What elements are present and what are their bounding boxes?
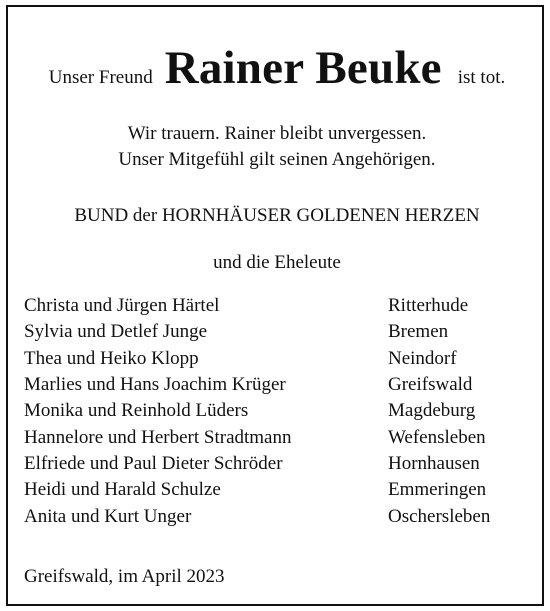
mourner-place: Magdeburg [388, 400, 476, 422]
mourner-row [24, 503, 529, 529]
connector-text: und die Eheleute [213, 252, 341, 273]
headline [8, 41, 546, 95]
headline-outro: ist tot. [457, 67, 506, 88]
mourners-list [24, 293, 529, 530]
mourner-name: Marlies und Hans Joachim Krüger [24, 374, 286, 396]
mourner-row [24, 346, 529, 372]
mourner-row [24, 477, 529, 503]
message-line-2: Unser Mitgefühl gilt seinen Angehörigen. [118, 149, 436, 170]
mourner-place: Greifswald [388, 374, 473, 396]
mourner-place: Bremen [388, 321, 449, 343]
mourner-place: Oschersleben [388, 505, 491, 527]
mourner-place: Wefensleben [388, 426, 486, 448]
mourner-row [24, 398, 529, 424]
mourner-name: Monika und Reinhold Lüders [24, 400, 249, 422]
message-line-1: Wir trauern. Rainer bleibt unvergessen. [127, 123, 427, 144]
mourner-name: Hannelore und Herbert Stradtmann [24, 426, 292, 448]
mourner-place: Ritterhude [388, 295, 469, 317]
mourner-name: Heidi und Harald Schulze [24, 479, 221, 501]
mourner-row [24, 424, 529, 450]
mourner-place: Hornhausen [388, 452, 480, 474]
mourner-place: Emmeringen [388, 479, 487, 501]
mourner-row [24, 293, 529, 319]
mourner-row [24, 451, 529, 477]
mourner-place: Neindorf [388, 347, 457, 369]
mourner-name: Anita und Kurt Unger [24, 505, 192, 527]
mourner-name: Elfriede und Paul Dieter Schröder [24, 452, 283, 474]
mourner-name: Sylvia und Detlef Junge [24, 321, 208, 343]
obituary-notice [6, 5, 544, 606]
deceased-name: Rainer Beuke [164, 42, 442, 94]
group-name: BUND der HORNHÄUSER GOLDENEN HERZEN [74, 205, 480, 226]
mourner-name: Christa und Jürgen Härtel [24, 295, 220, 317]
mourner-row [24, 319, 529, 345]
headline-intro: Unser Freund [48, 67, 153, 88]
closing-line: Greifswald, im April 2023 [24, 566, 225, 587]
mourner-name: Thea und Heiko Klopp [24, 347, 199, 369]
mourner-row [24, 372, 529, 398]
